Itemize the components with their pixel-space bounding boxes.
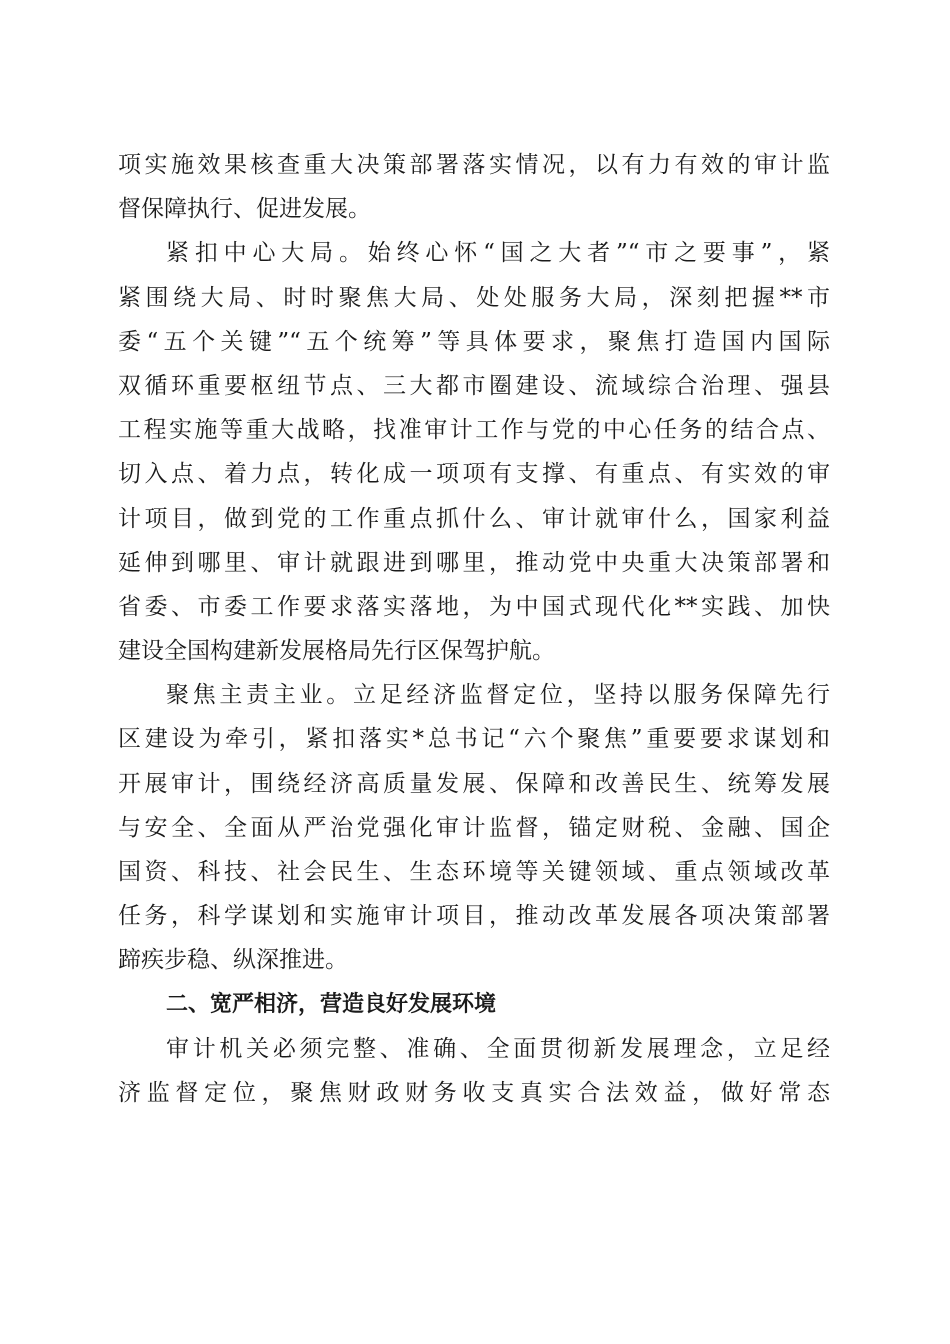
text-line: 济监督定位，聚焦财政财务收支真实合法效益，做好常态	[118, 1079, 830, 1106]
text-line: 与安全、全面从严治党强化审计监督，锚定财税、金融、国企	[118, 814, 830, 841]
text-line: 蹄疾步稳、纵深推进。	[118, 947, 348, 974]
text-line: 任务，科学谋划和实施审计项目，推动改革发展各项决策部署	[118, 903, 830, 930]
document-body	[118, 143, 830, 1115]
text-line: 双循环重要枢纽节点、三大都市圈建设、流域综合治理、强县	[118, 372, 830, 399]
paragraph-lead-line: 聚焦主责主业。立足经济监督定位，坚持以服务保障先行	[166, 682, 830, 709]
paragraph-lead-line: 紧扣中心大局。始终心怀“国之大者”“市之要事”，紧	[166, 240, 830, 267]
text-line: 紧围绕大局、时时聚焦大局、处处服务大局，深刻把握**市	[118, 284, 830, 311]
text-line: 开展审计，围绕经济高质量发展、保障和改善民生、统筹发展	[118, 770, 830, 797]
text-line: 延伸到哪里、审计就跟进到哪里，推动党中央重大决策部署和	[118, 549, 830, 576]
text-line: 督保障执行、促进发展。	[118, 196, 371, 223]
paragraph-lead-line: 审计机关必须完整、准确、全面贯彻新发展理念，立足经	[166, 1035, 830, 1062]
text-line: 计项目，做到党的工作重点抓什么、审计就审什么，国家利益	[118, 505, 830, 532]
text-line: 区建设为牵引，紧扣落实*总书记“六个聚焦”重要要求谋划和	[118, 726, 830, 753]
section-heading: 二、宽严相济，营造良好发展环境	[166, 991, 497, 1017]
text-line: 省委、市委工作要求落实落地，为中国式现代化**实践、加快	[118, 593, 830, 620]
text-line: 国资、科技、社会民生、生态环境等关键领域、重点领域改革	[118, 859, 830, 885]
text-line: 委“五个关键”“五个统筹”等具体要求，聚焦打造国内国际	[118, 328, 830, 355]
text-line: 工程实施等重大战略，找准审计工作与党的中心任务的结合点、	[118, 417, 830, 444]
text-line: 项实施效果核查重大决策部署落实情况，以有力有效的审计监	[118, 152, 830, 178]
text-line: 切入点、着力点，转化成一项项有支撑、有重点、有实效的审	[118, 461, 830, 488]
text-line: 建设全国构建新发展格局先行区保驾护航。	[118, 638, 555, 665]
